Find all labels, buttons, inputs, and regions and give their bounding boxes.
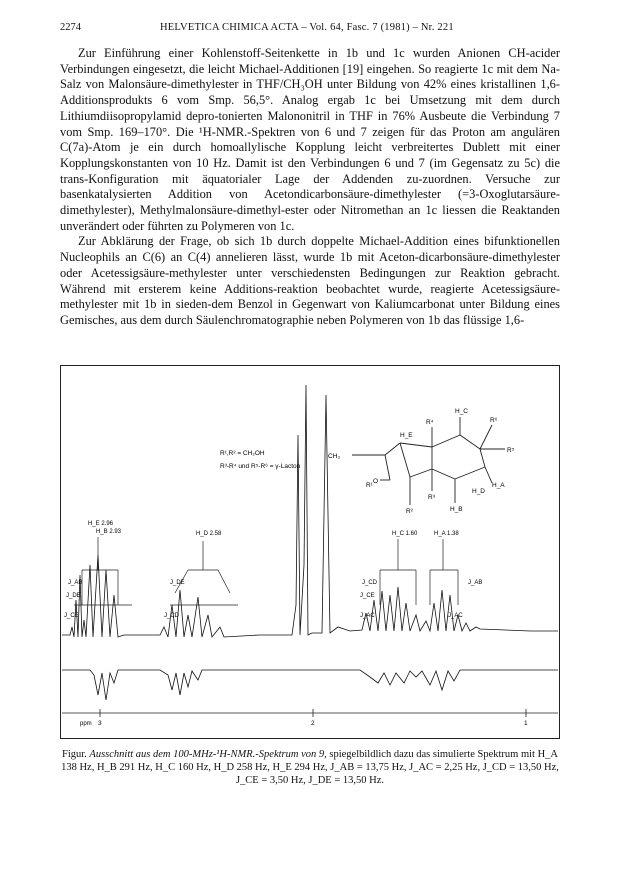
j-ab-left: J_AB (68, 580, 83, 586)
peak-label-hd: H_D 2.58 (196, 531, 222, 537)
paragraph-2: Zur Abklärung der Frage, ob sich 1b durch doppelte Michael-Addition eines bifunktionellen Nucleophils an C(6) an C(4) annelieren lässt, wurde 1b mit Aceton-dicarbonsäure-dimethylester oder Acetessigsäure-methylester unter verschiedensten Bedingungen zur Reaktion gebracht. Während mit ersterem keine Additions-reaktion beobachtet wurde, reagierte Acetessigsäure-methylester mit 1b in sieden-dem Benzol in Gegenwart von Kaliumcarbonat unter Bildung eines Gemisches, aus dem durch Säulenchromatographie neben Polymeren von 1b das flüssige 1,6- (60, 234, 560, 327)
peak-label-ha: H_A 1.38 (434, 531, 459, 537)
axis-unit: ppm (80, 721, 92, 727)
experimental-spectrum (62, 385, 558, 637)
simulated-spectrum (62, 670, 558, 700)
label-o: O (373, 478, 379, 485)
label-r2: R² (406, 508, 413, 515)
coupling-trees (74, 537, 458, 605)
figure-caption (60, 748, 560, 787)
label-r4: R⁴ (426, 419, 434, 426)
page-number: 2274 (60, 22, 81, 33)
figure-frame (61, 366, 560, 739)
j-ce-right: J_CE (360, 593, 375, 599)
running-title: HELVETICA CHIMICA ACTA – Vol. 64, Fasc. 7 (1981) – Nr. 221 (160, 22, 454, 33)
label-he-struct: H_E (400, 432, 413, 439)
caption-italic: Ausschnitt aus dem 100-MHz-¹H-NMR.-Spektrum von 9, (89, 749, 327, 760)
j-de-mid: J_DE (170, 580, 185, 586)
axis-tick-2: 2 (311, 720, 315, 727)
label-hc-struct: H_C (455, 408, 469, 415)
j-ab-right: J_AB (468, 580, 483, 586)
legend-line-2: R³-R⁴ und R⁵-R⁶ = γ-Lacton (220, 463, 301, 470)
peak-label-he: H_E 2.96 (88, 521, 114, 527)
paragraph-1: Zur Einführung einer Kohlenstoff-Seitenkette in 1b und 1c wurden Anionen CH-acider Verbindungen eingesetzt, die leicht Michael-Additionen [19] eingehen. So reagierte 1c mit dem Na-Salz von Malonsäure-dimethylester in THF/CH₃OH unter Bildung von 42% eines kristallinen 1,6-Additionsprodukts 6 vom Smp. 56,5°. Analog ergab 1c bei Umsetzung mit dem durch Lithiumdiisopropylamid depro-tonierten Malononitril in THF in 76% Ausbeute die Verbindung 7 vom Smp. 169–170°. Die ¹H-NMR.-Spektren von 6 und 7 zeigen für das Proton am angulären C(7a)-Atom je ein durch homoallylische Kopplung leicht verbreitertes Dublett mit einer Kopplungskonstanten von 10 Hz. Damit ist den Verbindungen 6 und 7 (im Gegensatz zu 5c) die trans-Konfiguration mit äquatorialer Lage der Addenden zu-zuordnen. Versuche zur basenkatalysierten Addition von Acetondicarbonsäure-dimethylester (=3-Oxoglutarsäure-dimethylester), Methylmalonsäure-dimethyl-ester oder Nitromethan an 1c liessen die Reaktanden unverändert oder führten zu Polymeren von 1c. (60, 46, 560, 233)
body-text (60, 46, 560, 329)
label-hd-struct: H_D (472, 488, 486, 495)
j-de-left: J_DE (66, 593, 81, 599)
peak-label-hb: H_B 2.93 (96, 529, 122, 535)
axis-tick-1: 1 (524, 720, 528, 727)
j-ac-right: J_AC (360, 613, 375, 619)
label-hb-struct: H_B (450, 506, 463, 513)
running-header (60, 22, 564, 38)
nmr-spectrum-svg (60, 365, 560, 739)
label-r6: R⁶ (490, 417, 498, 424)
j-ce-left: J_CE (64, 613, 79, 619)
label-r3: R³ (428, 494, 435, 501)
j-cd-mid: J_CD (164, 613, 180, 619)
label-r1: R¹ (366, 482, 373, 489)
j-ac-right-2: J_AC (448, 613, 463, 619)
j-cd-right: J_CD (362, 580, 378, 586)
caption-prefix: Figur. (61, 749, 87, 760)
caption-rest: spiegelbildlich dazu das simulierte Spektrum mit H_A 138 Hz, H_B 291 Hz, H_C 160 Hz, H_D 258 Hz, H_E 294 Hz, J_AB = 13,75 Hz, J_AC = 2,25 Hz, J_CD = 13,50 Hz, J_CE = 3,50 Hz, J_DE = 13,50 Hz. (61, 749, 559, 786)
peak-label-hc: H_C 1.60 (392, 531, 418, 537)
label-ha-struct: H_A (492, 482, 505, 489)
legend-line-1: R¹,R² = CH₂OH (220, 450, 265, 457)
label-ch3: CH₃ (328, 453, 341, 460)
axis-tick-3: 3 (98, 720, 102, 727)
label-r5: R⁵ (507, 447, 515, 454)
nmr-figure (60, 365, 560, 739)
